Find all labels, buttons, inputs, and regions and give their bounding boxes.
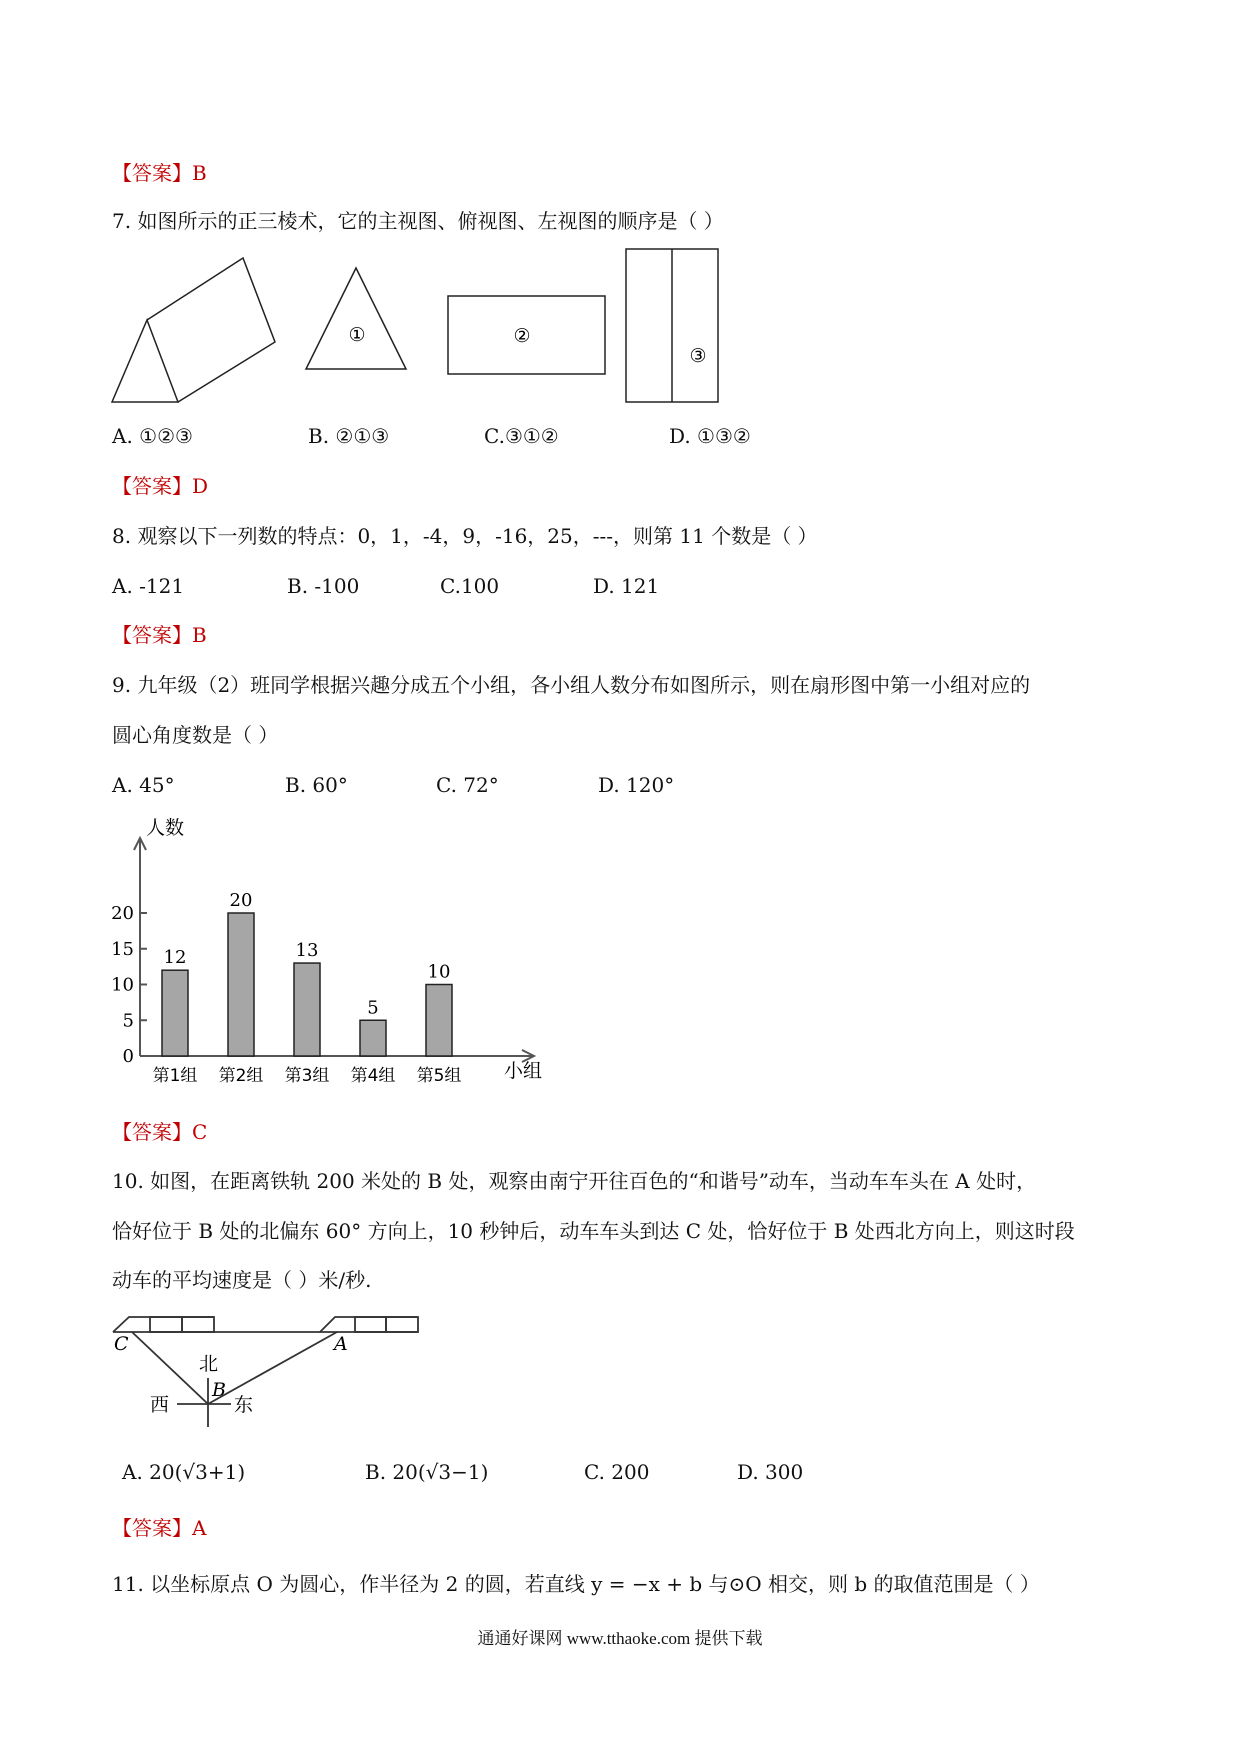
q8-option-a: A. -121 bbox=[112, 574, 185, 598]
q8-option-b: B. -100 bbox=[287, 574, 360, 598]
bar bbox=[426, 985, 452, 1057]
bar-chart bbox=[100, 817, 560, 1090]
y-tick-label: 15 bbox=[111, 938, 134, 960]
q10-line3: 动车的平均速度是（ ）米/秒. bbox=[112, 1268, 372, 1292]
y-tick-label: 20 bbox=[111, 903, 134, 924]
q10-line1: 10. 如图，在距离铁轨 200 米处的 B 处，观察由南宁开往百色的“和谐号”动车，当动车车头在 A 处时， bbox=[112, 1169, 1037, 1193]
bar-value-label: 12 bbox=[163, 947, 187, 969]
q9-stem-line2: 圆心角度数是（ ） bbox=[112, 723, 279, 747]
front-view-triangle bbox=[306, 268, 406, 369]
x-tick-label: 第3组 bbox=[284, 1066, 330, 1086]
point-c-label: C bbox=[114, 1333, 129, 1355]
q10-line2: 恰好位于 B 处的北偏东 60° 方向上，10 秒钟后，动车车头到达 C 处，恰好位于 B 处西北方向上，则这时段 bbox=[112, 1219, 1075, 1243]
bar-value-label: 20 bbox=[229, 890, 253, 911]
label-3: ③ bbox=[689, 345, 707, 367]
answer-q9: 【答案】C bbox=[112, 1120, 208, 1144]
q9-stem-line1: 9. 九年级（2）班同学根据兴趣分成五个小组，各小组人数分布如图所示，则在扇形图中第一小组对应的 bbox=[112, 673, 1031, 697]
north-label: 北 bbox=[199, 1353, 219, 1375]
x-tick-label: 第4组 bbox=[350, 1066, 396, 1086]
label-2: ② bbox=[513, 325, 531, 347]
bar bbox=[360, 1020, 386, 1056]
bar bbox=[228, 913, 254, 1056]
y-axis-label: 人数 bbox=[146, 817, 185, 839]
q9-option-d: D. 120° bbox=[598, 773, 675, 797]
q10-option-d: D. 300 bbox=[737, 1460, 804, 1484]
answer-q7: 【答案】D bbox=[112, 474, 209, 498]
train-a bbox=[320, 1317, 417, 1332]
q7-figure bbox=[0, 0, 1240, 450]
west-label: 西 bbox=[150, 1394, 170, 1416]
q9-option-b: B. 60° bbox=[285, 773, 348, 797]
answer-q10: 【答案】A bbox=[112, 1516, 207, 1540]
q10-option-b: B. 20(√3−1) bbox=[365, 1460, 489, 1484]
q7-option-d: D. ①③② bbox=[669, 424, 751, 448]
q10-option-a: A. 20(√3+1) bbox=[122, 1460, 246, 1484]
point-b-label: B bbox=[212, 1379, 226, 1401]
train-c bbox=[113, 1317, 213, 1332]
q7-option-b: B. ②①③ bbox=[308, 424, 390, 448]
q8-option-d: D. 121 bbox=[593, 574, 660, 598]
x-axis-label: 小组 bbox=[504, 1060, 543, 1082]
bar bbox=[162, 970, 188, 1056]
q9-option-c: C. 72° bbox=[436, 773, 499, 797]
q9-option-a: A. 45° bbox=[112, 773, 175, 797]
prism-drawing bbox=[112, 320, 178, 402]
y-tick-label: 10 bbox=[111, 974, 134, 996]
answer-q6: 【答案】B bbox=[112, 161, 207, 185]
y-tick-label: 0 bbox=[122, 1046, 134, 1067]
bar-value-label: 13 bbox=[295, 940, 319, 962]
q7-option-a: A. ①②③ bbox=[112, 424, 193, 448]
line-bc bbox=[132, 1332, 208, 1404]
east-label: 东 bbox=[234, 1394, 254, 1416]
bar bbox=[294, 963, 320, 1056]
point-a-label: A bbox=[334, 1333, 348, 1355]
q8-stem: 8. 观察以下一列数的特点：0，1，-4，9，-16，25，---，则第 11 个数是（ ） bbox=[112, 524, 818, 548]
q7-stem: 7. 如图所示的正三棱术，它的主视图、俯视图、左视图的顺序是（ ） bbox=[112, 209, 724, 233]
q7-option-c: C.③①② bbox=[484, 424, 559, 448]
q10-figure bbox=[105, 1300, 435, 1435]
x-tick-label: 第2组 bbox=[218, 1066, 264, 1086]
x-tick-label: 第5组 bbox=[416, 1066, 462, 1086]
bar-value-label: 10 bbox=[427, 961, 451, 983]
bar-value-label: 5 bbox=[367, 997, 379, 1019]
answer-q8: 【答案】B bbox=[112, 623, 207, 647]
x-tick-label: 第1组 bbox=[152, 1066, 198, 1086]
q8-option-c: C.100 bbox=[440, 574, 500, 598]
q11-stem: 11. 以坐标原点 O 为圆心，作半径为 2 的圆，若直线 y = −x + b 与⊙O 相交，则 b 的取值范围是（ ） bbox=[112, 1572, 1040, 1596]
page-footer: 通通好课网 www.tthaoke.com 提供下载 bbox=[477, 1629, 763, 1648]
label-1: ① bbox=[348, 324, 366, 346]
line-ba bbox=[208, 1332, 337, 1404]
y-tick-label: 5 bbox=[122, 1010, 134, 1032]
q10-option-c: C. 200 bbox=[584, 1460, 650, 1484]
